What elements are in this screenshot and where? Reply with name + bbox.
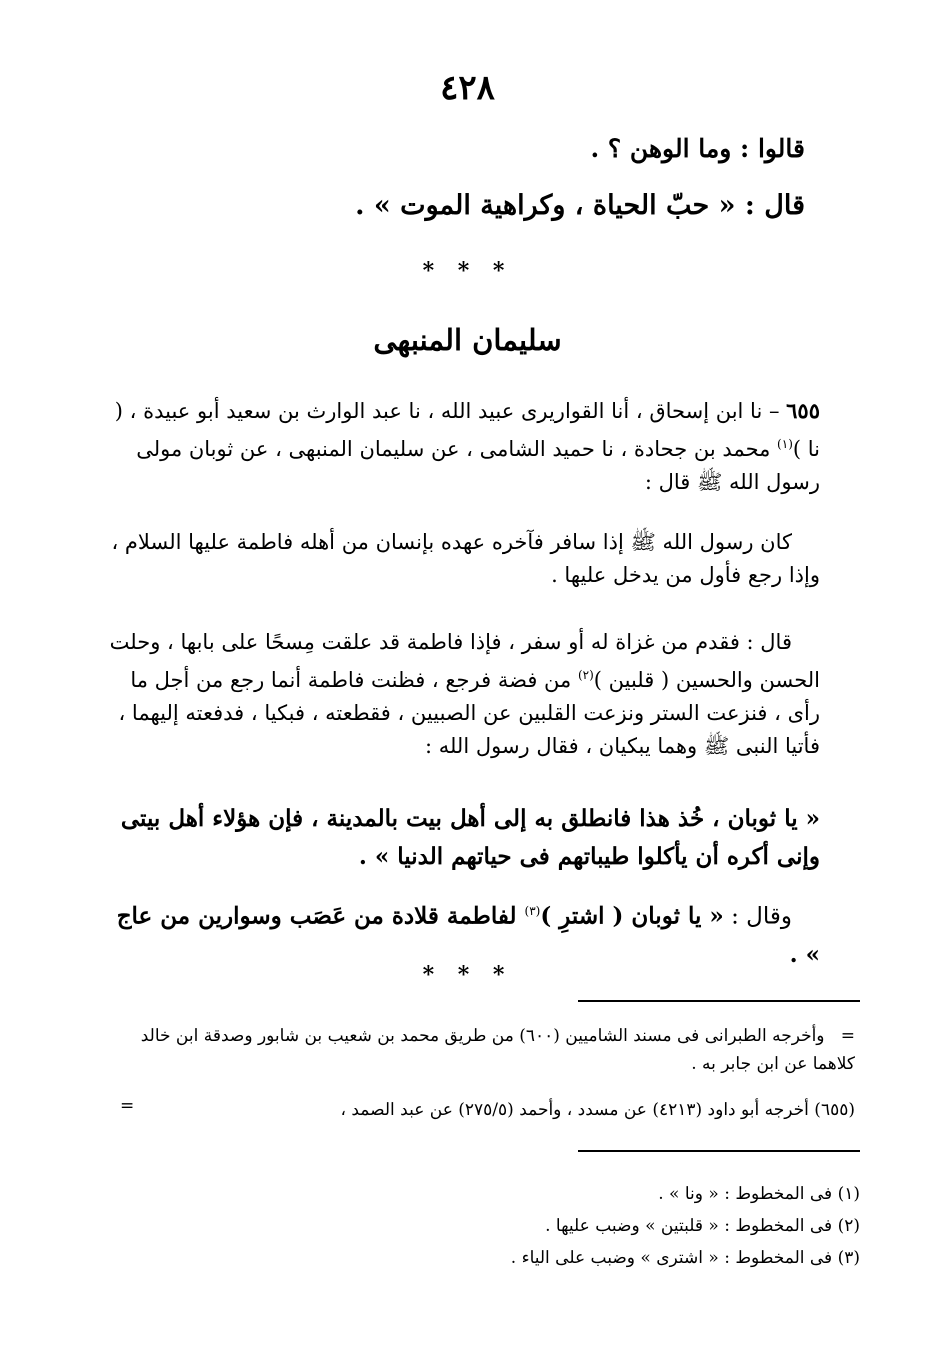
separator-stars-2: * * *	[422, 962, 513, 988]
continuation-marker: =	[840, 1026, 855, 1046]
isnad-text-1: – نا ابن إسحاق ، أنا القواريرى عبيد الله ، نا عبد الوارث بن سعيد أبو عبيدة ، ( نا )	[114, 399, 820, 461]
separator-stars: * * *	[422, 258, 513, 284]
continuation-marker-2: =	[120, 1096, 135, 1116]
para5-text-2: لفاطمة قلادة من عَصَب وسوارين من عاج » .	[116, 902, 820, 968]
top-line-2: قال : « حبّ الحياة ، وكراهية الموت » .	[355, 190, 805, 221]
footnote-3: (٣) فى المخطوط : « اشترى » وضبب على الياء .	[510, 1248, 860, 1268]
para5-intro: وقال :	[723, 903, 792, 930]
footnote-1: (١) فى المخطوط : « ونا » .	[658, 1184, 860, 1204]
takhrij-text: وأخرجه الطبرانى فى مسند الشاميين (٦٠٠) من طريق محمد بن شعيب بن شابور وصدقة ابن خالد كلاهما عن ابن جابر به .	[140, 1026, 855, 1074]
isnad-text-2: محمد بن جحادة ، نا حميد الشامى ، عن سليمان المنبهى ، عن ثوبان مولى رسول الله ﷺ قال :	[136, 437, 820, 494]
takhrij-continued	[110, 1022, 855, 1078]
footnote-ref-2: (٢)	[577, 668, 594, 682]
prophet-quote-1: « يا ثوبان ، خُذ هذا فانطلق به إلى أهل بيت بالمدينة ، فإن هؤلاء أهل بيتى وإنى أكره أن يأكلوا طيباتهم فى حياتهم الدنيا » .	[120, 805, 820, 870]
section-title: سليمان المنبهى	[373, 323, 562, 357]
footnote-divider	[578, 1000, 860, 1002]
takhrij-655: (٦٥٥) أخرجه أبو داود (٤٢١٣) عن مسدد ، وأحمد (٢٧٥/٥) عن عبد الصمد ،	[340, 1100, 855, 1120]
footnote-2: (٢) فى المخطوط : « قلبتين » وضبب عليها .	[545, 1216, 860, 1236]
top-line-1: قالوا : وما الوهن ؟ .	[590, 134, 805, 163]
hadith-paragraph-2: كان رسول الله ﷺ إذا سافر فآخره عهده بإنسان من أهله فاطمة عليها السلام ، وإذا رجع فأول من يدخل عليها .	[111, 530, 820, 587]
hadith-isnad	[100, 394, 820, 499]
hadith-paragraph-3	[100, 626, 820, 763]
page-number: ٤٢٨	[440, 68, 495, 108]
footnote-ref-1: (١)	[777, 437, 793, 451]
para3-text-2: من فضة فرجع ، فظنت فاطمة أنما رجع من أجل ما رأى ، فنزعت الستر ونزعت القلبين عن الصبيين ، فقطعته ، فبكيا ، فدفعته إليهما ، فأتيا النبى ﷺ وهما يبكيان ، فقال رسول الله :	[118, 668, 820, 758]
hadith-number: ٦٥٥	[786, 398, 820, 423]
footnote-divider-2	[578, 1150, 860, 1152]
footnote-ref-3: (٣)	[524, 904, 541, 918]
para3-text-1: قال : فقدم من غزاة له أو سفر ، فإذا فاطمة قد علقت مِسحًا على بابها ، وحلت الحسن والحسين ( قلبين )	[109, 630, 820, 692]
para5-text-1: « يا ثوبان ( اشترِ )	[540, 902, 724, 930]
